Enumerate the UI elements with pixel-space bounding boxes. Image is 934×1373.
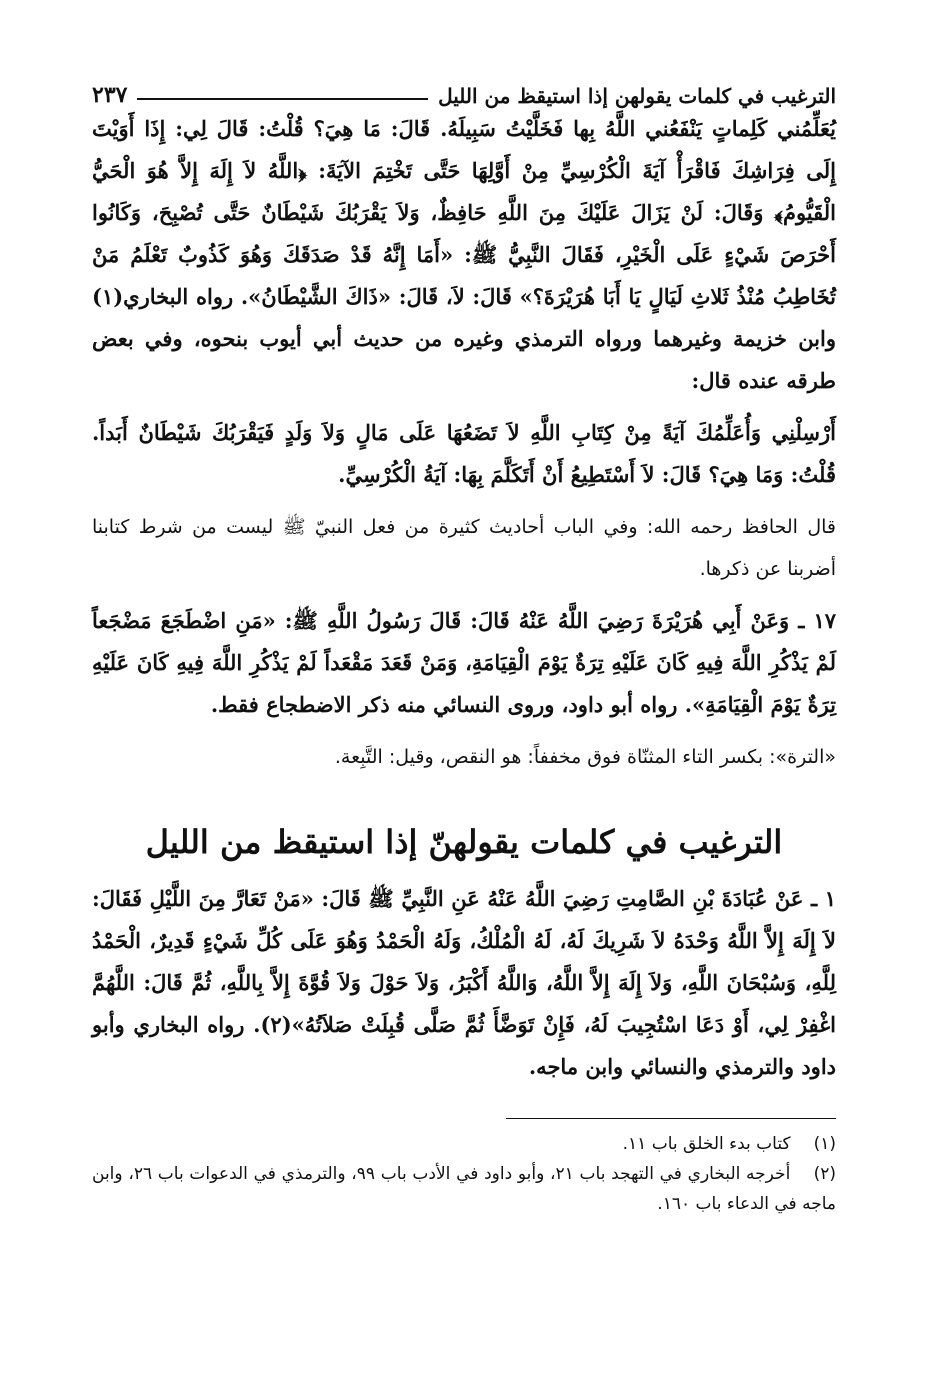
hafiz-comment-paragraph: قال الحافظ رحمه الله: وفي الباب أحاديث كثيرة من فعل النبيّ ﷺ ليست من شرط كتابنا أضربنا عن ذكرها. — [92, 516, 836, 580]
footnote-text: أخرجه البخاري في التهجد باب ٢١، وأبو داود في الأدب باب ٩٩، والترمذي في الدعوات باب ٢٦، وابن ماجه في الدعاء باب ١٦٠. — [92, 1164, 836, 1214]
footnote-text: كتاب بدء الخلق باب ١١. — [622, 1134, 791, 1154]
hadith-continuation-paragraph: يُعَلِّمُني كَلِماتٍ يَنْفَعُني اللَّهُ بِها فَخَلَّيْتُ سَبِيلَهُ. قَالَ: مَا هِيَ؟ قُلْتُ: قَالَ لِي: إِذَا أَوَيْتَ إِلَى فِرَاشِكَ فَاقْرَأْ آيَةَ الْكُرْسِيِّ مِنْ أَوَّلِهَا حَتَّى تَخْتِمَ الآيَةَ: ﴿اللَّهُ لاَ إِلَهَ إِلاَّ هُوَ الْحَيُّ الْقَيُّومُ﴾ وَقَالَ: لَنْ يَزَالَ عَلَيْكَ مِنَ اللَّهِ حَافِظٌ، وَلاَ يَقْرَبُكَ شَيْطَانٌ حَتَّى تُصْبِحَ، وَكَانُوا أَحْرَصَ شَيْءٍ عَلَى الْخَيْرِ، فَقَالَ النَّبِيُّ ﷺ: «أَمَا إِنَّهُ قَدْ صَدَقَكَ وَهُوَ كَذُوبٌ تَعْلَمُ مَنْ تُخَاطِبُ مُنْذُ ثَلاثِ لَيَالٍ يَا أَبَا هُرَيْرَةَ؟» قَالَ: لاَ، قَالَ: «ذَاكَ الشَّيْطَانُ». رواه البخاري(١) وابن خزيمة وغيرهما ورواه الترمذي وغيره من حديث أبي أيوب بنحوه، وفي بعض طرقه عنده قال: — [92, 116, 836, 393]
footnote-rule — [506, 1118, 836, 1119]
footnote — [92, 1159, 836, 1219]
running-header — [92, 68, 836, 108]
footnote-number: (١) — [813, 1134, 836, 1154]
running-header-title: الترغيب في كلمات يقولهن إذا استيقظ من الليل — [438, 84, 836, 108]
hadith-17-paragraph: ١٧ ـ وَعَنْ أَبِي هُرَيْرَةَ رَضِيَ اللَّهُ عَنْهُ قَالَ: قَالَ رَسُولُ اللَّهِ ﷺ: «مَنِ اضْطَجَعَ مَضْجَعاً لَمْ يَذْكُرِ اللَّهَ فِيهِ كَانَ عَلَيْهِ تِرَةٌ يَوْمَ الْقِيَامَةِ، وَمَنْ قَعَدَ مَقْعَداً لَمْ يَذْكُرِ اللَّهَ فِيهِ كَانَ عَلَيْهِ تِرَةٌ يَوْمَ الْقِيَامَةِ». رواه أبو داود، وروى النسائي منه ذكر الاضطجاع فقط. — [92, 608, 836, 717]
footnote-number: (٢) — [813, 1164, 837, 1184]
section-heading: الترغيب في كلمات يقولهنّ إذا استيقظ من الليل — [145, 823, 783, 861]
header-rule — [137, 98, 428, 100]
hadith-1-paragraph: ١ ـ عَنْ عُبَادَةَ بْنِ الصَّامِتِ رَضِيَ اللَّهُ عَنْهُ عَنِ النَّبِيِّ ﷺ قَالَ: «مَنْ تَعَارَّ مِنَ اللَّيْلِ فَقَالَ: لاَ إِلَهَ إِلاَّ اللَّهُ وَحْدَهُ لاَ شَرِيكَ لَهُ، لَهُ الْمُلْكُ، وَلَهُ الْحَمْدُ وَهُوَ عَلَى كُلِّ شَيْءٍ قَدِيرٌ، الْحَمْدُ لِلَّهِ، وَسُبْحَانَ اللَّهِ، وَلاَ إِلَهَ إِلاَّ اللَّهُ، وَاللَّهُ أَكْبَرُ، وَلاَ حَوْلَ وَلاَ قُوَّةَ إِلاَّ بِاللَّهِ، ثُمَّ قَالَ: اللَّهُمَّ اغْفِرْ لِي، أَوْ دَعَا اسْتُجِيبَ لَهُ، فَإِنْ تَوَضَّأَ ثُمَّ صَلَّى قُبِلَتْ صَلاَتُهُ»(٢). رواه البخاري وأبو داود والترمذي والنسائي وابن ماجه. — [92, 886, 837, 1079]
footnote — [92, 1129, 836, 1159]
page-number: ٢٣٧ — [92, 82, 128, 108]
book-page — [92, 68, 836, 1219]
hadith-variant-paragraph: أَرْسِلْنِي وَأُعَلِّمُكَ آيَةً مِنْ كِتَابِ اللَّهِ لاَ تَضَعُهَا عَلَى مَالٍ وَلاَ وَلَدٍ فَيَقْرَبُكَ شَيْطَانٌ أَبَداً. قُلْتُ: وَمَا هِيَ؟ قَالَ: لاَ أَسْتَطِيعُ أَنْ أَتَكَلَّمَ بِهَا: آيَةُ الْكُرْسِيِّ. — [92, 420, 836, 487]
gloss-paragraph: «الترة»: بكسر التاء المثنّاة فوق مخففاً: هو النقص، وقيل: التَّبِعة. — [334, 746, 836, 768]
